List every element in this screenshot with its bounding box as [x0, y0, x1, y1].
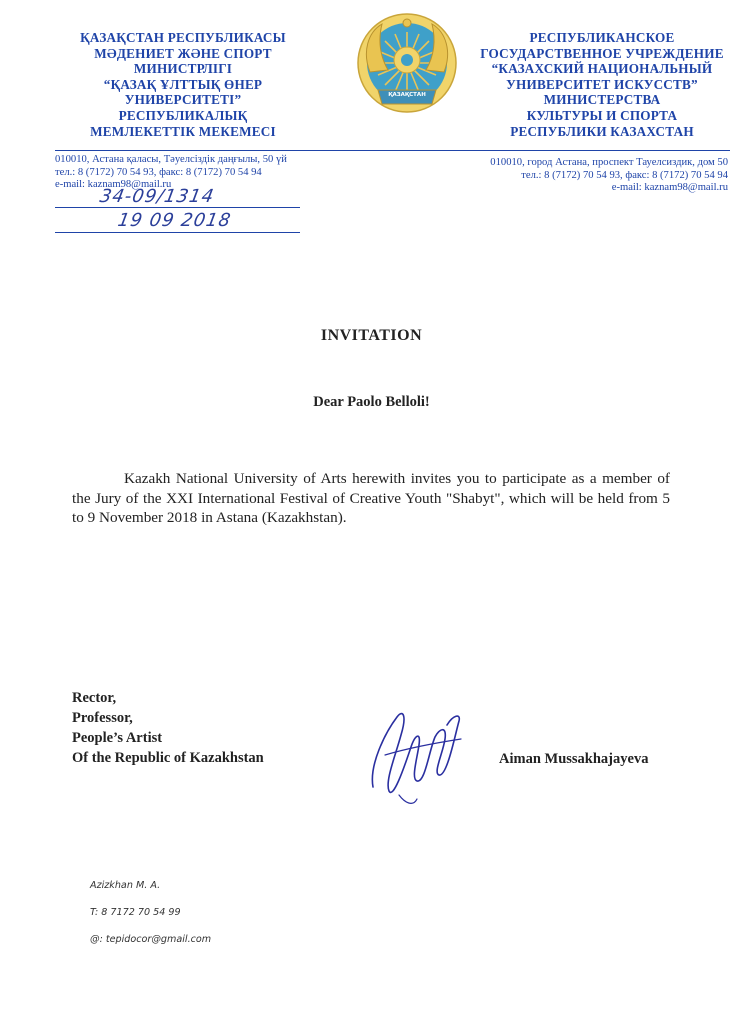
header-kz-line: УНИВЕРСИТЕТІ” [124, 92, 242, 108]
contact-email: @: tepidocor@gmail.com [90, 934, 212, 945]
header-ru-line: МИНИСТЕРСТВА [543, 92, 661, 108]
header-ru [478, 30, 726, 139]
address-kz-line: 010010, Астана қаласы, Тәуелсіздік даңғылы, 50 үй [55, 154, 287, 165]
signatory-title-line: People’s Artist [72, 730, 163, 746]
signatory-title-line: Professor, [72, 710, 133, 726]
emblem-text: ҚАЗАҚСТАН [388, 92, 426, 98]
header-ru-line: РЕСПУБЛИКИ КАЗАХСТАН [510, 123, 694, 139]
handwritten-signature [355, 695, 475, 810]
header-kz-line: МИНИСТРЛІГІ [133, 61, 233, 77]
contact-name: Azizkhan M. A. [90, 880, 161, 891]
address-ru-line: тел.: 8 (7172) 70 54 93, факс: 8 (7172) 70 54 94 [521, 169, 728, 181]
letter-salutation: Dear Paolo Belloli! [313, 394, 430, 410]
header-ru-line: “КАЗАХСКИЙ НАЦИОНАЛЬНЫЙ [491, 61, 713, 77]
address-ru-line: e-mail: kaznam98@mail.ru [611, 182, 728, 193]
registration-date: 19 09 2018 [116, 210, 233, 231]
registration-number-line [55, 207, 300, 208]
header-kz [62, 30, 304, 139]
letter-body: Kazakh National University of Arts herewith invites you to participate as a member of the Jury of the XXI International Festival of Creative Youth "Shabyt", which will be held from 5 to 9 November 2018 in Astana (Kazakhstan). [72, 470, 670, 527]
header-divider [55, 150, 730, 151]
header-ru-line: УНИВЕРСИТЕТ ИСКУССТВ” [506, 76, 698, 92]
header-ru-line: РЕСПУБЛИКАНСКОЕ [529, 30, 675, 45]
header-kz-line: ҚАЗАҚСТАН РЕСПУБЛИКАСЫ [80, 30, 286, 45]
signatory-name: Aiman Mussakhajayeva [499, 751, 649, 767]
address-kz-line: e-mail: kaznam98@mail.ru [55, 179, 172, 190]
registration-date-line [55, 232, 300, 233]
header-kz-line: МӘДЕНИЕТ ЖӘНЕ СПОРТ [94, 45, 272, 61]
address-ru [490, 157, 728, 195]
signatory-title-line: Of the Republic of Kazakhstan [72, 750, 264, 766]
contact-phone: T: 8 7172 70 54 99 [90, 907, 181, 918]
signatory-titles [72, 688, 264, 768]
header-kz-line: “ҚАЗАҚ ҰЛТТЫҚ ӨНЕР [103, 76, 263, 92]
header-kz-line: РЕСПУБЛИКАЛЫҚ [118, 107, 248, 123]
registration-number: 34-09/1314 [98, 186, 217, 207]
header-kz-line: МЕМЛЕКЕТТІК МЕКЕМЕСІ [90, 123, 276, 139]
header-ru-line: ГОСУДАРСТВЕННОЕ УЧРЕЖДЕНИЕ [480, 45, 724, 61]
address-ru-line: 010010, город Астана, проспект Тауелсиздик, дом 50 [490, 157, 728, 168]
letter-title: INVITATION [320, 327, 423, 344]
signatory-title-line: Rector, [72, 690, 117, 706]
header-ru-line: КУЛЬТУРЫ И СПОРТА [526, 107, 678, 123]
state-emblem-icon [356, 12, 458, 114]
address-kz-line: тел.: 8 (7172) 70 54 93, факс: 8 (7172) 70 54 94 [55, 166, 262, 178]
